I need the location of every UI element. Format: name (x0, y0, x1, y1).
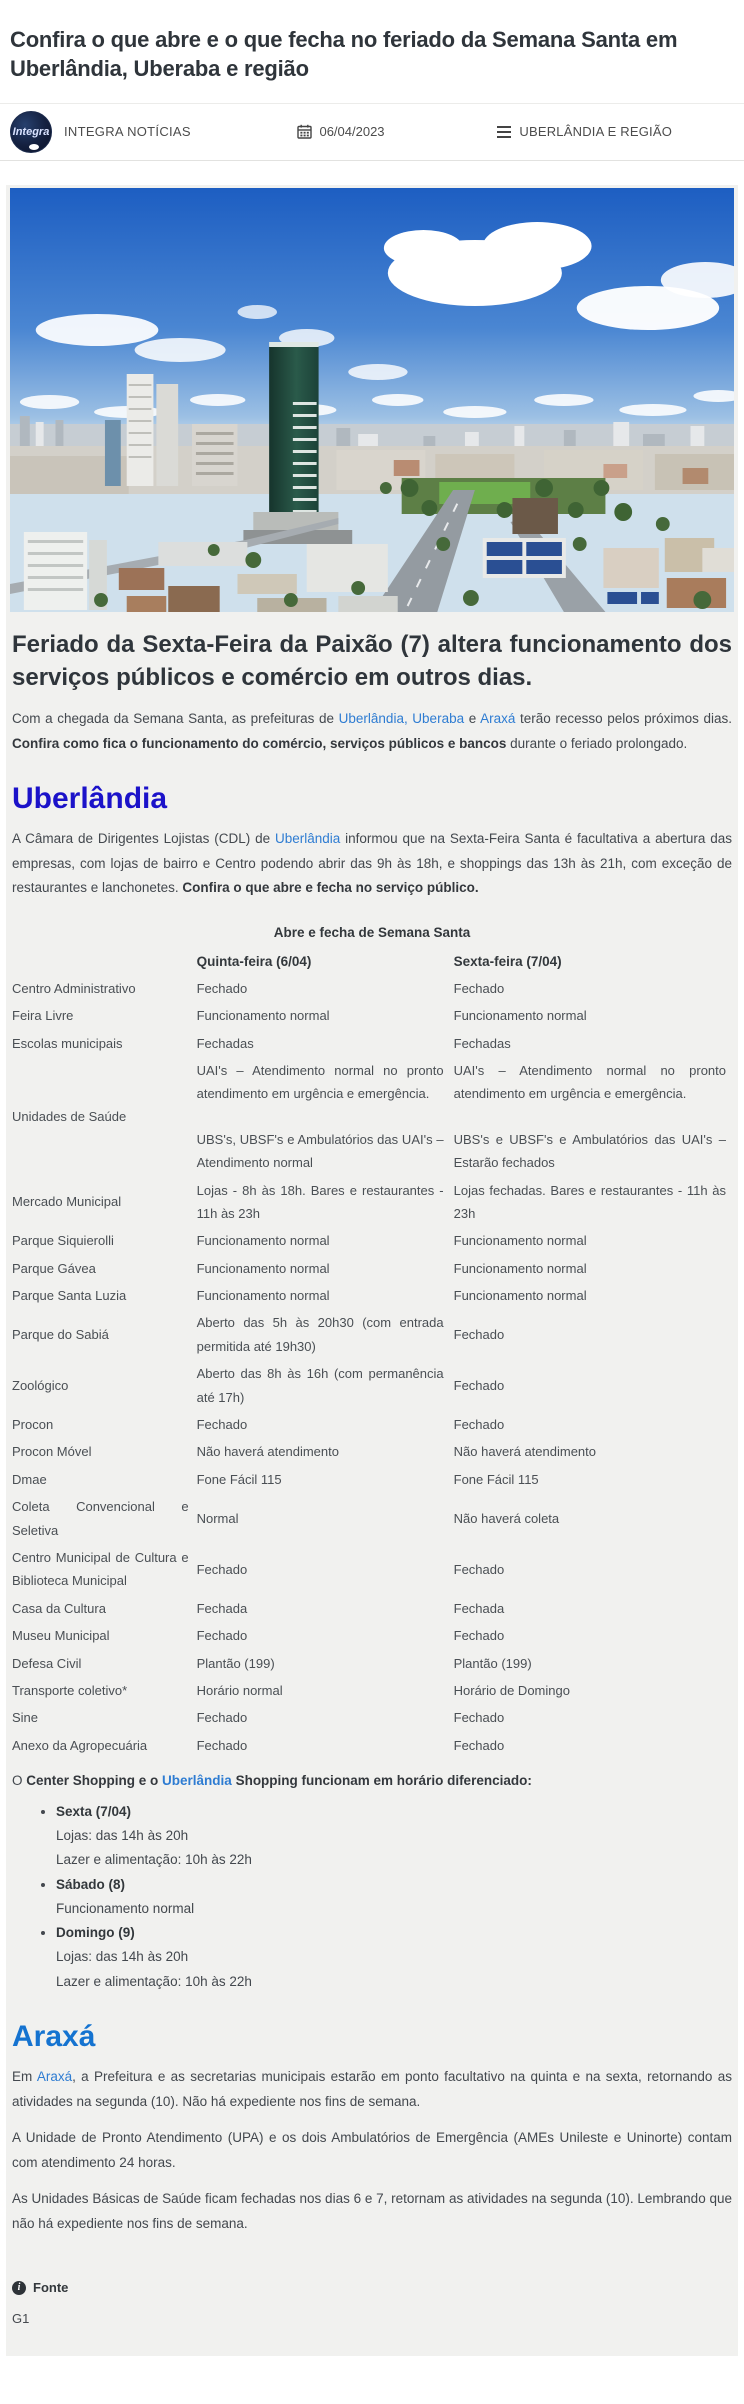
araxa-paragraph-3 (12, 2187, 732, 2236)
intro-paragraph (12, 707, 732, 756)
shopping-item-title: Domingo (9) (56, 1925, 135, 1941)
table-row (12, 1595, 736, 1622)
table-row (12, 1411, 736, 1438)
row-label: Zoológico (12, 1377, 69, 1393)
text-segment: informou que na Sexta-Feira Santa é facultativa a abertura das empresas, com lojas de bairro e Centro podendo abrir das 9h às 18h, e shoppings das 13h às 21h, com exceção de restaurantes e lanchonetes. (12, 831, 732, 896)
text-segment: Center Shopping e o (26, 1773, 163, 1789)
thursday-cell: Fechadas (196, 1035, 254, 1051)
shopping-item-line: Lazer e alimentação: 10h às 22h (56, 1973, 252, 1989)
menu-icon[interactable] (497, 126, 511, 138)
friday-cell: Fechado (453, 1737, 505, 1753)
thursday-cell: Fechado (196, 1417, 248, 1433)
thursday-cell: Fechada (196, 1600, 248, 1616)
thursday-cell: Fechado (196, 1628, 248, 1644)
text-segment: A Câmara de Dirigentes Lojistas (CDL) de (12, 831, 275, 847)
inline-link[interactable]: Uberlândia, Uberaba (338, 710, 465, 726)
table-row (12, 1002, 736, 1029)
row-label: Unidades de Saúde (12, 1109, 127, 1125)
friday-cell: Funcionamento normal (453, 1260, 587, 1276)
text-segment: Shopping funcionam em horário diferenciado: (231, 1773, 532, 1789)
uberlandia-paragraph (12, 827, 732, 901)
text-segment: Confira o que abre e fecha no serviço público. (182, 880, 479, 896)
shopping-item (56, 1873, 734, 1922)
row-label: Dmae (12, 1471, 47, 1487)
row-label: Feira Livre (12, 1008, 74, 1024)
row-label: Anexo da Agropecuária (12, 1737, 148, 1753)
table-row (12, 1622, 736, 1649)
site-logo-text: Integra (12, 125, 50, 138)
table-row (12, 1177, 736, 1228)
inline-link[interactable]: Araxá (480, 710, 516, 726)
thursday-cell: Funcionamento normal (196, 1233, 330, 1249)
section-heading-araxa: Araxá (12, 2020, 96, 2054)
text-segment: O (12, 1773, 27, 1789)
text-segment: Em (12, 2069, 37, 2085)
friday-cell: Funcionamento normal (453, 1008, 587, 1024)
table-column-header (12, 944, 197, 975)
table-row (12, 1704, 736, 1731)
thursday-cell: Fechado (196, 980, 248, 996)
row-label: Parque do Sabiá (12, 1327, 109, 1343)
friday-cell: UAI's – Atendimento normal no pronto atendimento em urgência e emergência. UBS's e UBSF's e Ambulatórios das UAI's – Estarão fechados (453, 1062, 726, 1171)
row-label: Coleta Convencional e Seletiva (12, 1499, 189, 1538)
shopping-item-title: Sexta (7/04) (56, 1803, 132, 1819)
table-row (12, 1438, 736, 1465)
text-segment: Com a chegada da Semana Santa, as prefeituras de (12, 710, 339, 726)
publish-date: 06/04/2023 (319, 124, 385, 140)
araxa-paragraph-2 (12, 2126, 732, 2175)
friday-cell: Fechado (453, 1628, 505, 1644)
row-label: Centro Municipal de Cultura e Biblioteca Municipal (12, 1550, 189, 1589)
table-row (12, 1057, 736, 1177)
inline-link[interactable]: Uberlândia (162, 1773, 232, 1789)
thursday-cell: Fechado (196, 1737, 248, 1753)
araxa-paragraph-1 (12, 2065, 732, 2114)
table-row (12, 1255, 736, 1282)
table-row (12, 1732, 736, 1759)
thursday-cell: Não haverá atendimento (196, 1444, 339, 1460)
table-row (12, 1282, 736, 1309)
inline-link[interactable]: Araxá (36, 2069, 73, 2085)
shopping-item (56, 1800, 734, 1873)
friday-cell: Fechado (453, 1377, 505, 1393)
friday-cell: Não haverá atendimento (453, 1444, 596, 1460)
shopping-item (56, 1921, 734, 1994)
brand-name[interactable]: INTEGRA NOTÍCIAS (64, 124, 191, 140)
text-segment: , a Prefeitura e as secretarias municipais estarão em ponto facultativo na quinta e na sexta, retornando as atividades na segunda (10). Não há expediente nos fins de semana. (12, 2069, 732, 2109)
row-label: Parque Santa Luzia (12, 1288, 127, 1304)
category-group[interactable] (385, 124, 734, 139)
friday-cell: Fechadas (453, 1035, 511, 1051)
shopping-item-title: Sábado (8) (56, 1876, 126, 1892)
article-container (6, 185, 738, 2357)
friday-cell: Fechada (453, 1600, 505, 1616)
row-label: Escolas municipais (12, 1035, 123, 1051)
table-caption: Abre e fecha de Semana Santa (273, 924, 471, 940)
date-group (297, 124, 384, 139)
shopping-list (10, 1800, 734, 1994)
row-label: Procon Móvel (12, 1444, 92, 1460)
table-row (12, 1677, 736, 1704)
thursday-cell: Funcionamento normal (196, 1260, 330, 1276)
text-segment: durante o feriado prolongado. (506, 735, 688, 751)
table-row (12, 1493, 736, 1544)
thursday-cell: Aberto das 5h às 20h30 (com entrada permitida até 19h30) (196, 1315, 444, 1354)
row-label: Parque Gávea (12, 1260, 96, 1276)
thursday-cell: UAI's – Atendimento normal no pronto atendimento em urgência e emergência. UBS's, UBSF's e Ambulatórios das UAI's – Atendimento normal (196, 1062, 444, 1171)
thursday-cell: Lojas - 8h às 18h. Bares e restaurantes - 11h às 23h (196, 1182, 444, 1221)
table-header-row (12, 944, 736, 975)
friday-cell: Fechado (453, 1327, 505, 1343)
row-label: Museu Municipal (12, 1628, 110, 1644)
table-column-header: Sexta-feira (7/04) (453, 953, 562, 969)
table-row (12, 1360, 736, 1411)
row-label: Transporte coletivo* (12, 1682, 128, 1698)
row-label: Centro Administrativo (12, 980, 136, 996)
row-label: Parque Siquierolli (12, 1233, 114, 1249)
brand-group (10, 111, 297, 153)
table-row (12, 1466, 736, 1493)
thursday-cell: Aberto das 8h às 16h (com permanência até 17h) (196, 1366, 444, 1405)
top-bar (0, 103, 744, 161)
thursday-cell: Fechado (196, 1561, 248, 1577)
row-label: Sine (12, 1710, 39, 1726)
friday-cell: Horário de Domingo (453, 1682, 570, 1698)
table-row (12, 1544, 736, 1595)
table-row (12, 1227, 736, 1254)
source-block (12, 2280, 732, 2326)
text-segment: e (464, 710, 481, 726)
friday-cell: Funcionamento normal (453, 1288, 587, 1304)
friday-cell: Não haverá coleta (453, 1510, 560, 1526)
table-row (12, 975, 736, 1002)
source-label: Fonte (33, 2280, 69, 2296)
table-column-header: Quinta-feira (6/04) (196, 953, 312, 969)
inline-link[interactable]: Uberlândia (274, 831, 341, 847)
thursday-cell: Horário normal (196, 1682, 283, 1698)
friday-cell: Fechado (453, 980, 505, 996)
friday-cell: Fechado (453, 1561, 505, 1577)
thursday-cell: Funcionamento normal (196, 1008, 330, 1024)
thursday-cell: Fone Fácil 115 (196, 1471, 282, 1487)
thursday-cell: Plantão (199) (196, 1655, 275, 1671)
shopping-item-line: Lojas: das 14h às 20h (56, 1949, 189, 1965)
thursday-cell: Funcionamento normal (196, 1288, 330, 1304)
friday-cell: Plantão (199) (453, 1655, 532, 1671)
text-segment: A Unidade de Pronto Atendimento (UPA) e os dois Ambulatórios de Emergência (AMEs Unileste e Uninorte) contam com atendimento 24 horas. (12, 2130, 732, 2170)
row-label: Casa da Cultura (12, 1600, 106, 1616)
calendar-icon (297, 124, 312, 139)
table-row (12, 1309, 736, 1360)
article-headline: Feriado da Sexta-Feira da Paixão (7) altera funcionamento dos serviços públicos e comércio em outros dias. (12, 630, 732, 692)
row-label: Defesa Civil (12, 1655, 82, 1671)
source-name[interactable]: G1 (12, 2311, 30, 2327)
friday-cell: Lojas fechadas. Bares e restaurantes - 11h às 23h (453, 1182, 726, 1221)
site-logo[interactable] (10, 111, 52, 153)
section-heading-uberlandia: Uberlândia (12, 782, 168, 816)
row-label: Procon (12, 1417, 54, 1433)
category-label: UBERLÂNDIA E REGIÃO (519, 124, 673, 140)
friday-cell: Fechado (453, 1710, 505, 1726)
aerial-city-photo (10, 188, 734, 612)
text-segment: Confira como fica o funcionamento do comércio, serviços públicos e bancos (12, 735, 507, 751)
info-icon: i (12, 2281, 26, 2295)
text-segment: As Unidades Básicas de Saúde ficam fechadas nos dias 6 e 7, retornam as atividades na segunda (10). Lembrando que não há expediente nos fins de semana. (12, 2191, 732, 2231)
shopping-item-line: Lojas: das 14h às 20h (56, 1827, 189, 1843)
schedule-table (12, 944, 736, 1759)
row-label: Mercado Municipal (12, 1194, 122, 1210)
friday-cell: Fone Fácil 115 (453, 1471, 539, 1487)
shopping-lead (12, 1769, 732, 1794)
friday-cell: Fechado (453, 1417, 505, 1433)
thursday-cell: Normal (196, 1510, 239, 1526)
shopping-item-line: Funcionamento normal (56, 1900, 195, 1916)
table-row (12, 1650, 736, 1677)
thursday-cell: Fechado (196, 1710, 248, 1726)
text-segment: terão recesso pelos próximos dias. (515, 710, 732, 726)
page-title: Confira o que abre e o que fecha no feriado da Semana Santa em Uberlândia, Uberaba e região (10, 26, 678, 81)
shopping-item-line: Lazer e alimentação: 10h às 22h (56, 1852, 252, 1868)
table-row (12, 1030, 736, 1057)
friday-cell: Funcionamento normal (453, 1233, 587, 1249)
